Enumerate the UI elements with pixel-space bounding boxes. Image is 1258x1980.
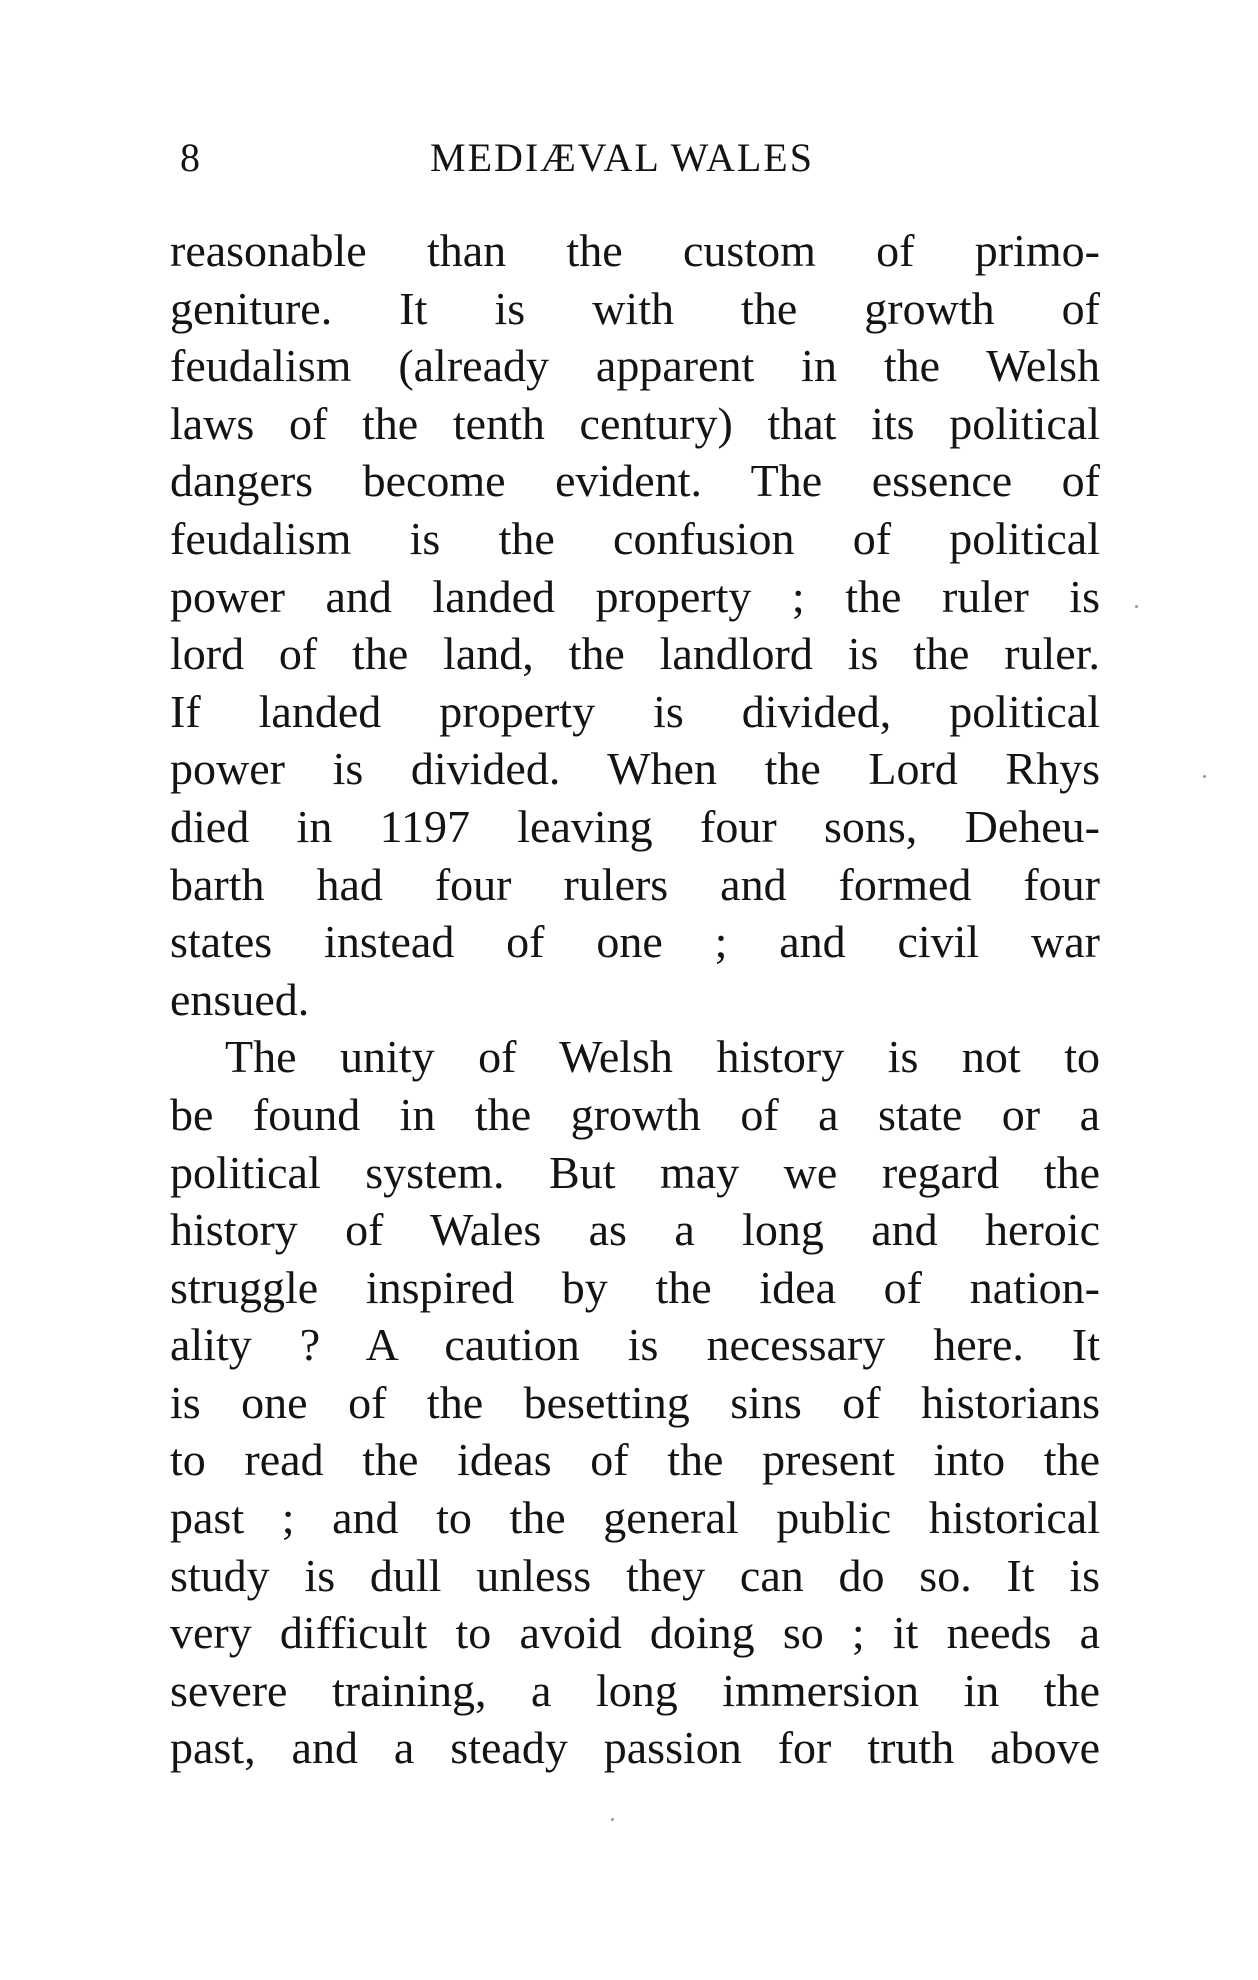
stray-ink-mark: [1135, 605, 1138, 608]
text-line: states instead of one ; and civil war: [170, 916, 1100, 968]
text-line: lord of the land, the landlord is the ruler.: [170, 628, 1100, 680]
text-line: past ; and to the general public historical: [170, 1492, 1100, 1544]
text-line: history of Wales as a long and heroic: [170, 1204, 1100, 1256]
stray-ink-mark: [1203, 775, 1206, 778]
paragraph-2: [170, 1028, 1100, 1777]
text-line: The unity of Welsh history is not to: [225, 1031, 1100, 1083]
text-line: barth had four rulers and formed four: [170, 858, 1100, 910]
text-line: feudalism is the confusion of political: [170, 512, 1100, 564]
text-line: power and landed property ; the ruler is: [170, 570, 1100, 622]
text-line: ensued.: [170, 973, 310, 1025]
running-head: [180, 128, 1080, 188]
text-line: be found in the growth of a state or a: [170, 1088, 1100, 1140]
body-text: [170, 222, 1100, 1777]
text-line: study is dull unless they can do so. It is: [170, 1549, 1100, 1601]
text-line: is one of the besetting sins of historians: [170, 1376, 1100, 1428]
text-line: If landed property is divided, political: [170, 685, 1100, 737]
running-title: MEDIÆVAL WALES: [430, 135, 814, 180]
text-line: struggle inspired by the idea of nation-: [170, 1261, 1100, 1313]
page-number: 8: [180, 135, 200, 180]
text-line: geniture. It is with the growth of: [170, 282, 1100, 334]
text-line: very difficult to avoid doing so ; it needs a: [170, 1607, 1100, 1659]
text-line: reasonable than the custom of primo-: [170, 225, 1100, 276]
text-line: feudalism (already apparent in the Welsh: [170, 340, 1100, 392]
text-line: severe training, a long immersion in the: [170, 1664, 1100, 1716]
text-line: laws of the tenth century) that its political: [170, 397, 1100, 449]
text-line: dangers become evident. The essence of: [170, 455, 1100, 507]
text-line: past, and a steady passion for truth above: [170, 1722, 1100, 1774]
text-line: power is divided. When the Lord Rhys: [170, 743, 1100, 795]
text-line: ality ? A caution is necessary here. It: [170, 1319, 1100, 1371]
stray-ink-mark: [611, 1818, 614, 1821]
text-line: died in 1197 leaving four sons, Deheu-: [170, 800, 1100, 852]
paragraph-1: [170, 222, 1100, 1028]
text-line: political system. But may we regard the: [170, 1146, 1100, 1198]
text-line: to read the ideas of the present into the: [170, 1434, 1100, 1486]
